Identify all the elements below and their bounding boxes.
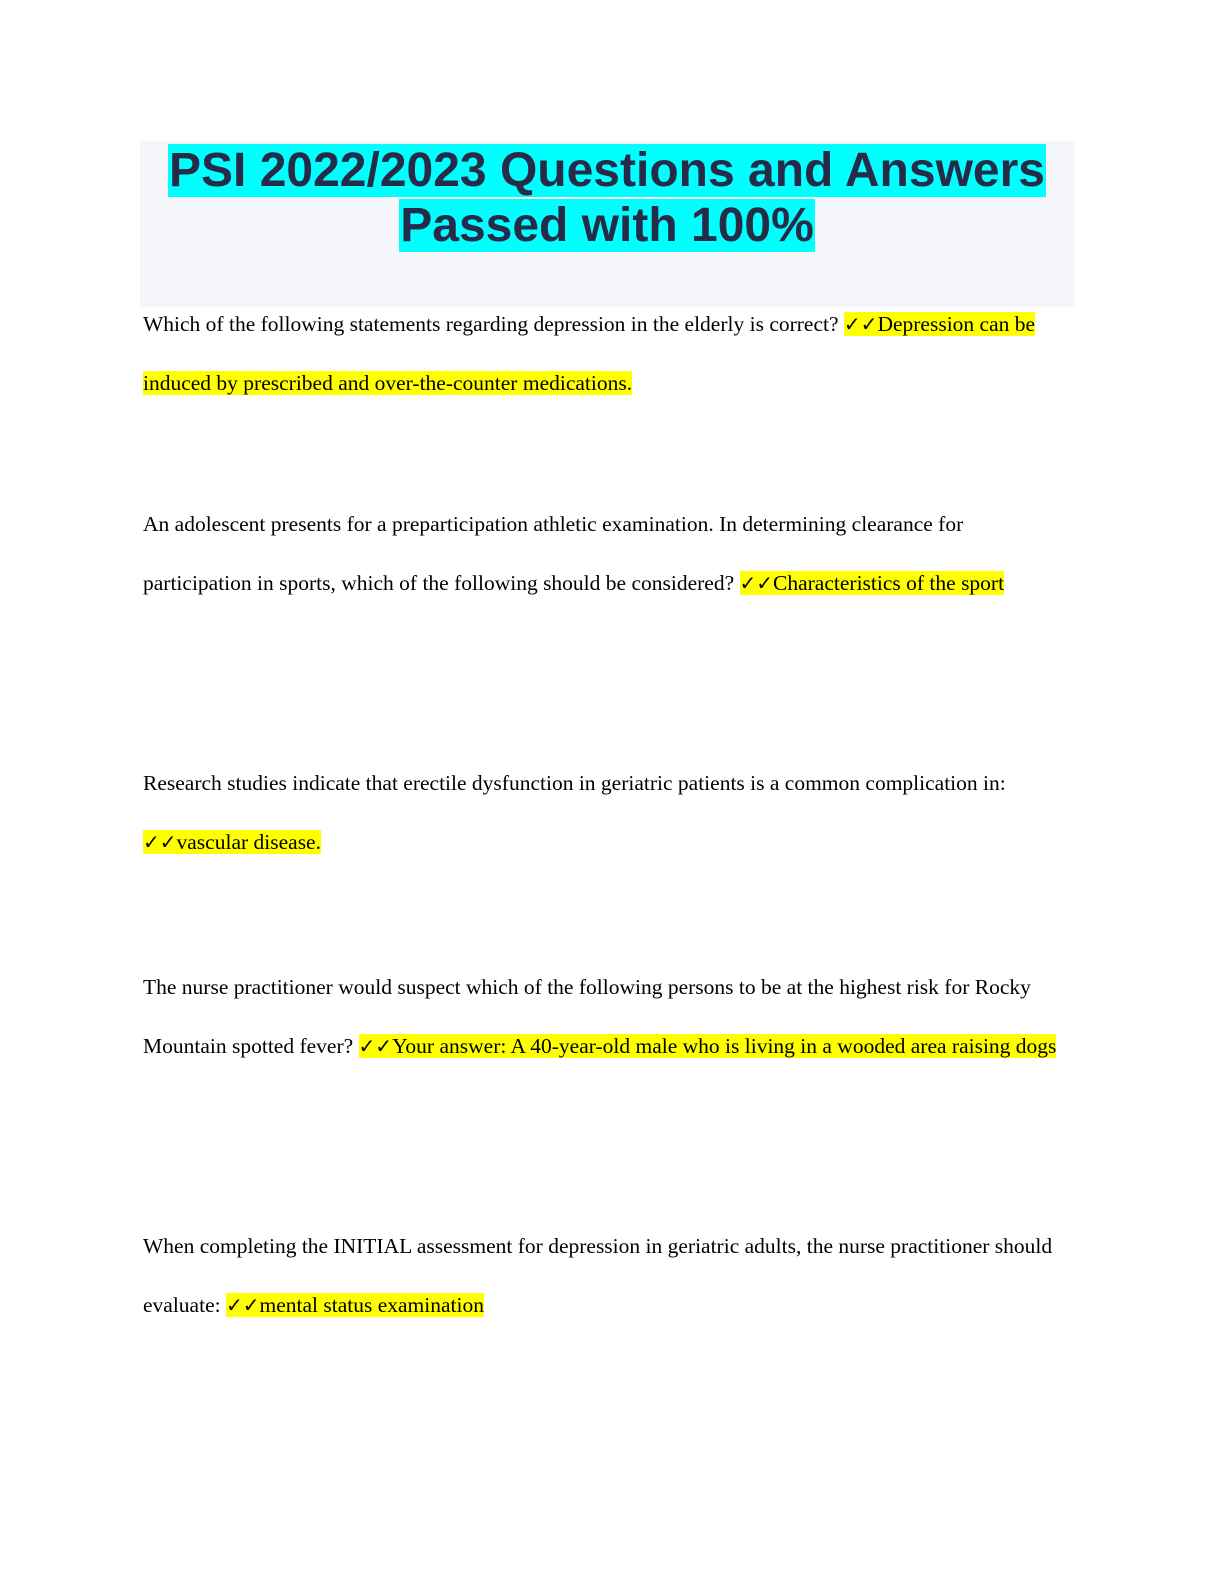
question-text: The nurse practitioner would suspect which of the following persons to be at the highest risk for Rocky Mountain spotted fever? [143,975,1031,1058]
question-text: Which of the following statements regarding depression in the elderly is correct? [143,312,844,336]
answer-highlight [226,1293,484,1317]
answer-text: Characteristics of the sport [773,571,1005,595]
answer-highlight [359,1034,1057,1058]
answer-highlight [143,830,321,854]
question-text: An adolescent presents for a preparticipation athletic examination. In determining clearance for participation in sports, which of the following should be considered? [143,512,964,595]
double-check-icon: ✓✓ [843,312,878,336]
answer-highlight [740,571,1005,595]
question-text: Research studies indicate that erectile dysfunction in geriatric patients is a common complication in: [143,771,1006,795]
answer-text: mental status examination [259,1293,484,1317]
qa-item-1 [143,295,1073,413]
qa-item-3 [143,754,1073,872]
answer-text: Depression can be induced by prescribed and over-the-counter medications. [143,312,1036,395]
page-title-line-2: Passed with 100% [400,199,814,252]
double-check-icon: ✓✓ [225,1293,260,1317]
qa-item-4 [143,958,1073,1076]
answer-text: Your answer: A 40-year-old male who is living in a wooded area raising dogs [392,1034,1057,1058]
answer-text: vascular disease. [176,830,321,854]
qa-item-2 [143,495,1073,613]
double-check-icon: ✓✓ [358,1034,393,1058]
title-block [140,141,1074,307]
page-title-line-1: PSI 2022/2023 Questions and Answers [169,144,1045,197]
double-check-icon: ✓✓ [143,830,177,854]
question-text: When completing the INITIAL assessment for depression in geriatric adults, the nurse practitioner should evaluate: [143,1234,1053,1317]
qa-item-5 [143,1217,1073,1335]
double-check-icon: ✓✓ [739,571,774,595]
